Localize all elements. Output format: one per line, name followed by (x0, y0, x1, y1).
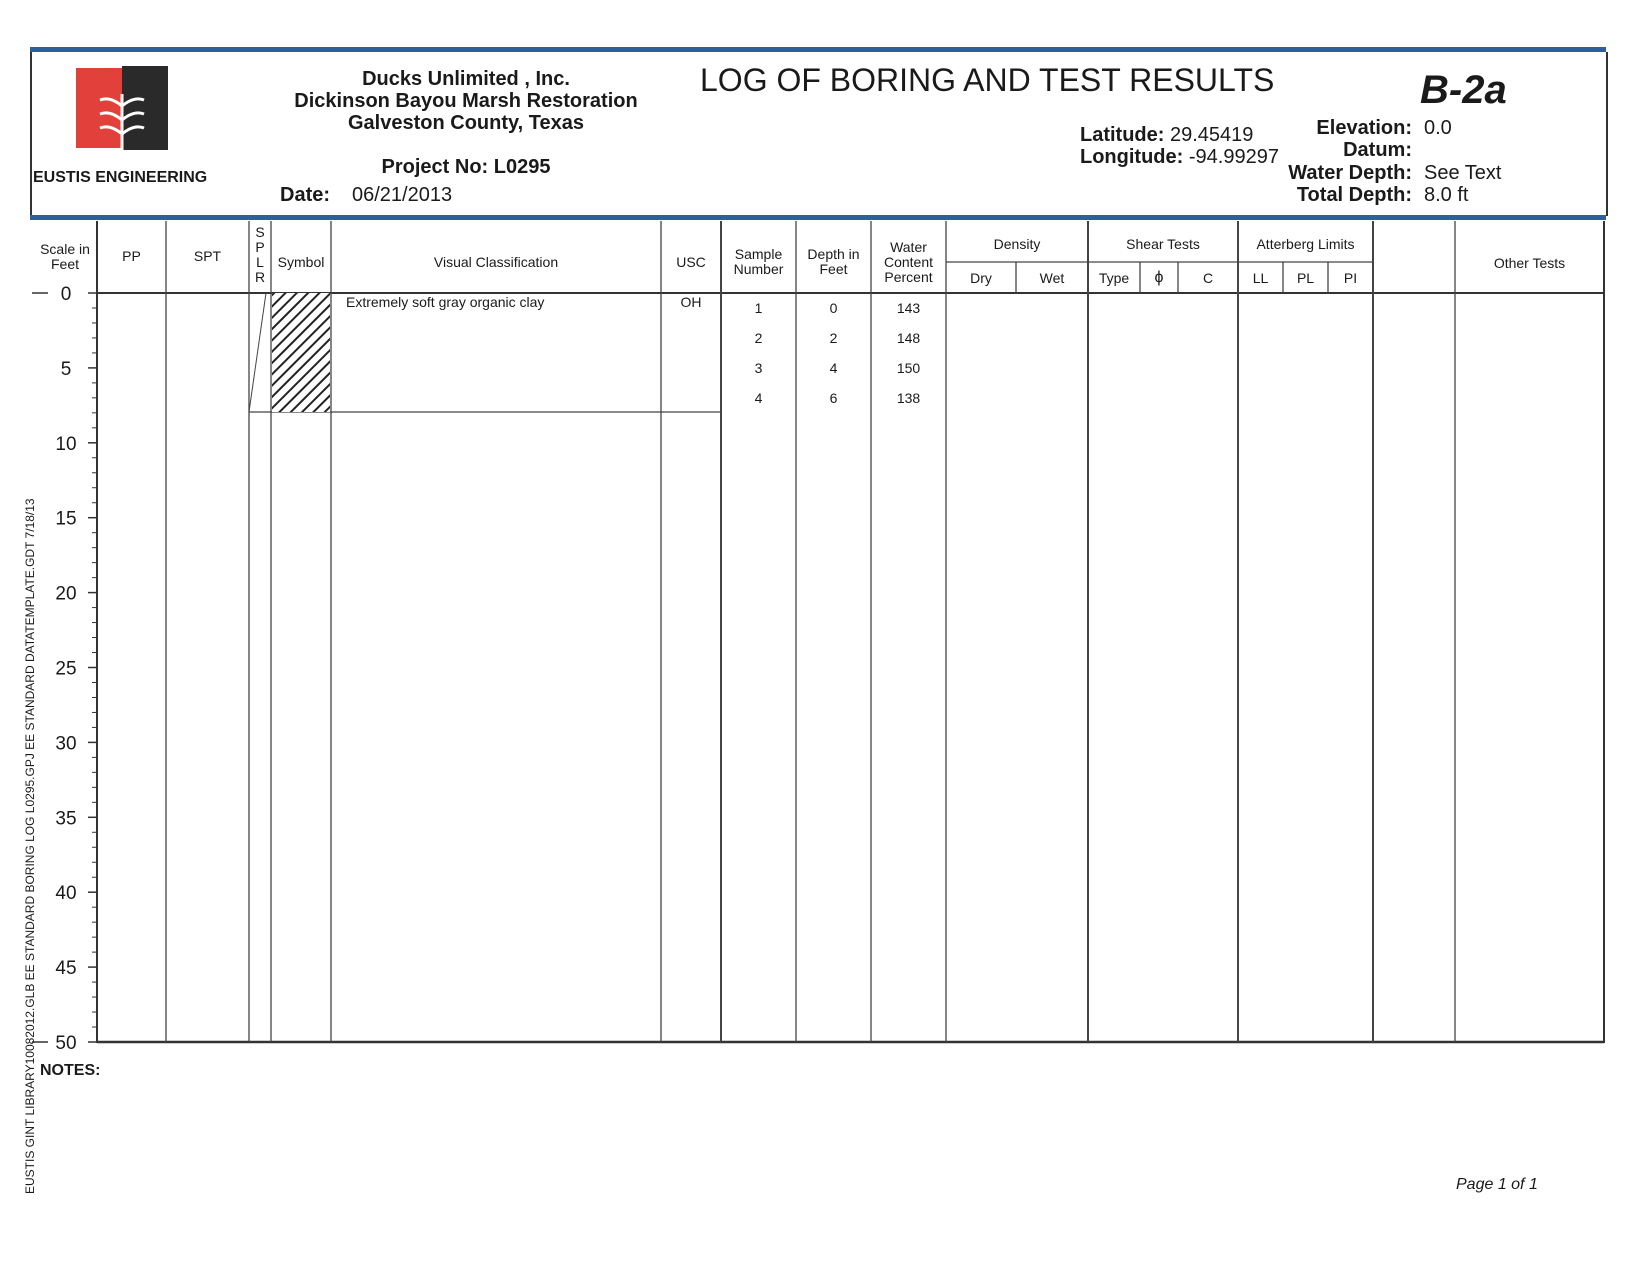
sample-number: 4 (754, 390, 763, 406)
col-header-pi: PI (1343, 270, 1358, 286)
col-header-density: Density (993, 236, 1041, 252)
date-value: 06/21/2013 (352, 184, 453, 206)
stratum-description: Extremely soft gray organic clay (346, 294, 545, 310)
col-header-depth: Depth in Feet (807, 246, 860, 277)
scale-tick-label: 40 (55, 883, 77, 905)
col-header-sample: Sample Number (733, 246, 784, 277)
sample-number: 3 (754, 360, 763, 376)
col-header-visual: Visual Classification (433, 254, 559, 270)
col-header-ll: LL (1252, 270, 1269, 286)
col-header-splr (249, 225, 271, 285)
col-header-atterberg: Atterberg Limits (1256, 236, 1355, 252)
sample-number: 2 (754, 330, 763, 346)
scale-tick-label: 0 (60, 284, 72, 305)
scale-tick-label: 45 (55, 958, 77, 980)
scale-tick-label: 5 (60, 358, 72, 380)
col-header-dry: Dry (970, 270, 992, 286)
sample-depth: 6 (829, 390, 838, 406)
scale-tick-label: 10 (55, 433, 77, 455)
col-header-shear: Shear Tests (1126, 236, 1200, 252)
col-header-c: C (1202, 270, 1214, 286)
scale-tick-label: 30 (55, 733, 77, 755)
total-depth-value: 8.0 ft (1424, 184, 1469, 206)
col-header-phi: ϕ (1154, 269, 1164, 286)
total-depth-label: Total Depth: (1296, 184, 1412, 206)
company-name: EUSTIS ENGINEERING (33, 169, 208, 186)
sample-number: 1 (754, 300, 763, 316)
col-header-pp: PP (122, 248, 141, 264)
elevation-value: 0.0 (1424, 117, 1452, 139)
splr-s: S (255, 224, 265, 240)
longitude-label: Longitude: (1080, 146, 1184, 168)
boring-id: B-2a (1420, 68, 1507, 112)
sample-water: 143 (896, 300, 921, 316)
col-header-pl: PL (1296, 270, 1315, 286)
col-header-usc: USC (676, 254, 706, 270)
scale-tick-label: 50 (55, 1033, 77, 1054)
col-header-other: Other Tests (1493, 255, 1566, 271)
scale-tick-label: 15 (55, 508, 77, 530)
scale-tick-label: 20 (55, 583, 77, 605)
page-title: LOG OF BORING AND TEST RESULTS (700, 62, 1275, 98)
water-depth-label: Water Depth: (1288, 162, 1412, 184)
sample-water: 148 (896, 330, 921, 346)
latitude-value: 29.45419 (1170, 124, 1254, 146)
elevation-label: Elevation: (1316, 117, 1412, 139)
longitude-value: -94.99297 (1188, 146, 1279, 168)
sample-depth: 2 (829, 330, 838, 346)
scale-tick-label: 25 (55, 658, 77, 680)
project-location: Galveston County, Texas (348, 112, 584, 134)
project-number-label: Project No: (381, 156, 489, 178)
sample-depth: 4 (829, 360, 838, 376)
sample-depth: 0 (829, 300, 838, 316)
client-name: Ducks Unlimited , Inc. (362, 68, 570, 90)
page-number: Page 1 of 1 (1456, 1176, 1538, 1193)
sample-water: 150 (896, 360, 921, 376)
notes-label: NOTES: (40, 1062, 101, 1079)
project-name: Dickinson Bayou Marsh Restoration (294, 90, 638, 112)
splr-r: R (254, 269, 266, 285)
project-number: L0295 (493, 156, 551, 178)
scale-tick-label: 35 (55, 808, 77, 830)
soil-symbol-hatch (272, 293, 330, 412)
sample-water: 138 (896, 390, 921, 406)
splr-p: P (255, 239, 265, 255)
col-header-spt: SPT (193, 248, 222, 264)
splr-l: L (256, 254, 264, 270)
datum-label: Datum: (1343, 139, 1412, 161)
stratum-usc: OH (680, 294, 702, 310)
col-header-type: Type (1098, 270, 1130, 286)
side-label: EUSTIS GINT LIBRARY10082012.GLB EE STANDARD BORING LOG L0295.GPJ EE STANDARD DATATEMPLATE.GDT 7/18/13 (23, 498, 37, 1194)
col-header-wet: Wet (1039, 270, 1065, 286)
col-header-water: Water Content Percent (883, 239, 934, 285)
latitude-label: Latitude: (1080, 124, 1165, 146)
col-header-symbol: Symbol (277, 254, 325, 270)
col-header-scale: Scale in Feet (40, 241, 90, 272)
water-depth-value: See Text (1424, 162, 1502, 184)
date-label: Date: (280, 184, 331, 206)
